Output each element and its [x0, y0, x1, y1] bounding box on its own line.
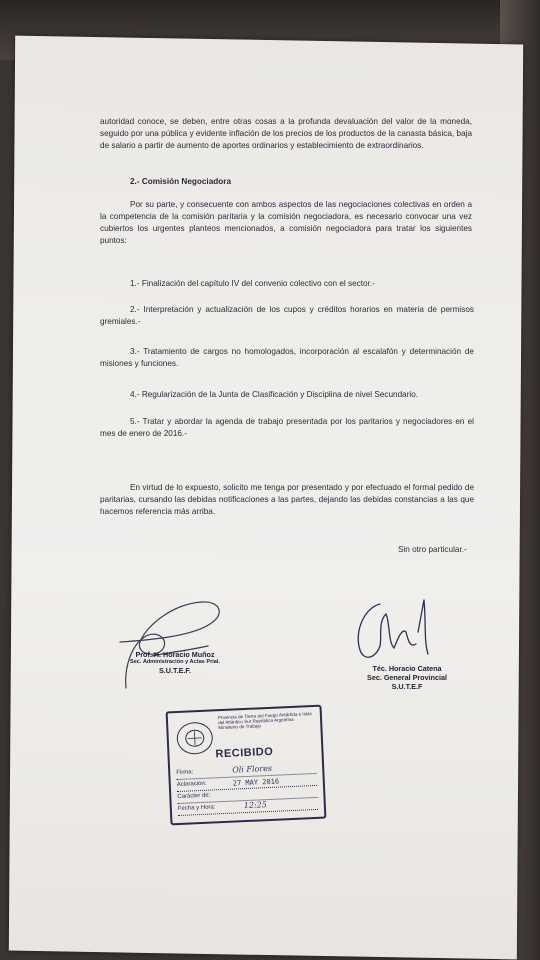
stamp-aclaracion-label: Aclaración: — [176, 780, 207, 789]
list-item-3: 3.- Tratamiento de cargos no homologados, incorporación al escalafón y determinación de misiones y funciones. — [100, 347, 474, 368]
list-item-4: 4.- Regularización de la Junta de Clasificación y Disciplina de nivel Secundario. — [130, 390, 419, 399]
stamp-caracter-label: Carácter de: — [177, 792, 211, 801]
stamp-fecha-label: Fecha y Hora: — [177, 804, 216, 813]
stamp-organization: Provincia de Tierra del Fuego Antártida e Islas del Atlántico Sur República Argentina Ministerio de Trabajo — [217, 711, 312, 731]
signatory-right-role: Sec. General Provincial — [367, 673, 447, 682]
closing-paragraph: En virtud de lo expuesto, solicito me tenga por presentado y por efectuado el formal pedido de paritarias, cursando las debidas notificaciones a las partes, dejando las debidas constancias a las que hacemos referencia más arriba. — [100, 483, 474, 516]
signature-right — [346, 592, 446, 672]
list-item-2: 2.- Interpretación y actualización de los cupos y créditos horarios en materia de permisos gremiales.- — [100, 305, 474, 326]
coat-of-arms-icon — [176, 721, 213, 755]
section-heading: 2.- Comisión Negociadora — [130, 177, 231, 186]
stamp-fecha-value: 12:25 — [243, 800, 268, 811]
signatory-right-org: S.U.T.E.F — [391, 682, 423, 691]
stamp-firma-label: Firma: — [176, 769, 194, 777]
stamp-firma-value: Oli Flores — [232, 764, 273, 776]
body-paragraph: Por su parte, y consecuente con ambos aspectos de las negociaciones colectivas en orden a la competencia de la comisión paritaria y la comisión negociadora, es necesario convocar una vez cubiertos los urgentes planteos mencionados, a comisión negociadora para tratar los siguientes puntos: — [100, 200, 472, 245]
farewell: Sin otro particular.- — [398, 545, 467, 554]
stamp-aclaracion-value: 27 MAY 2016 — [232, 777, 280, 788]
signature-left — [112, 596, 232, 696]
signatory-left — [120, 650, 230, 675]
received-stamp — [166, 705, 327, 826]
intro-paragraph: autoridad conoce, se deben, entre otras cosas a la profunda devaluación del valor de la moneda, seguido por una pública y evidente inflación de los precios de los productos de la canasta básica, baja de salario a partir de aumento de aportes ordinarios y establecimiento de extraordinarios. — [100, 117, 472, 150]
stamp-title: RECIBIDO — [215, 745, 274, 761]
signatory-left-name: Prof. H. Horacio Muñoz — [135, 650, 215, 659]
signatory-left-role: Sec. Administración y Actas Prial. — [129, 659, 221, 665]
signatory-right-name: Téc. Horacio Catena — [372, 664, 442, 673]
signatory-right — [352, 664, 462, 691]
signatory-left-org: S.U.T.E.F. — [159, 665, 191, 675]
list-item-5: 5.- Tratar y abordar la agenda de trabajo presentada por los paritarios y negociadores en el mes de enero de 2016.- — [100, 417, 474, 438]
list-item-1: 1.- Finalización del capítulo IV del convenio colectivo con el sector.- — [130, 279, 375, 288]
